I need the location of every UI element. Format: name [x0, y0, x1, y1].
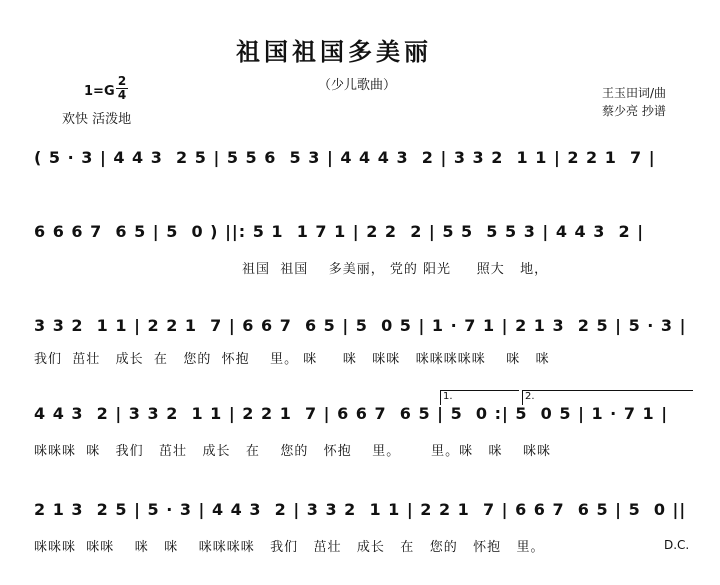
time-signature [116, 76, 128, 101]
notes-line: 3 3 2 1 1 | 2 2 1 7 | 6 6 7 6 5 | 5 0 5 | 1 · 7 1 | 2 1 3 2 5 | 5 · 3 | [34, 316, 687, 335]
page-title: 祖国祖国多美丽 [236, 37, 432, 66]
subtitle: （少儿歌曲） [318, 78, 397, 93]
lyrics-line: 祖国 祖国 多美丽， 党的 阳光 照大 地， [242, 262, 549, 277]
da-capo-marking: D.C. [664, 538, 690, 552]
notes-line: 6 6 6 7 6 5 | 5 0 ) ||: 5 1 1 7 1 | 2 2 2 | 5 5 5 5 3 | 4 4 3 2 | [34, 222, 645, 241]
notes-line: 2 1 3 2 5 | 5 · 3 | 4 4 3 2 | 3 3 2 1 1 | 2 2 1 7 | 6 6 7 6 5 | 5 0 || [34, 500, 687, 519]
notes-line: ( 5 · 3 | 4 4 3 2 5 | 5 5 6 5 3 | 4 4 4 3 2 | 3 3 2 1 1 | 2 2 1 7 | [34, 148, 656, 167]
second-ending-bracket: 2. [522, 390, 693, 405]
first-ending-bracket: 1. [440, 390, 519, 405]
lyrics-line: 咪咪咪 咪 我们 茁壮 成长 在 您的 怀抱 里。 里。咪 咪 咪咪 [34, 444, 552, 459]
key-signature: 1=G [84, 84, 115, 99]
time-signature-bottom: 4 [117, 88, 127, 102]
tempo-marking: 欢快 活泼地 [62, 112, 132, 127]
credit-composer: 王玉田词/曲 [602, 86, 667, 100]
lyrics-line: 咪咪咪 咪咪 咪 咪 咪咪咪咪 我们 茁壮 成长 在 您的 怀抱 里。 [34, 540, 545, 555]
notes-line: 4 4 3 2 | 3 3 2 1 1 | 2 2 1 7 | 6 6 7 6 5 | 5 0 :| 5 0 5 | 1 · 7 1 | [34, 404, 669, 423]
lyrics-line: 我们 茁壮 成长 在 您的 怀抱 里。 咪 咪 咪咪 咪咪咪咪咪 咪 咪 [34, 352, 550, 367]
credit-transcriber: 蔡少亮 抄谱 [602, 104, 666, 118]
time-signature-top: 2 [117, 74, 127, 88]
